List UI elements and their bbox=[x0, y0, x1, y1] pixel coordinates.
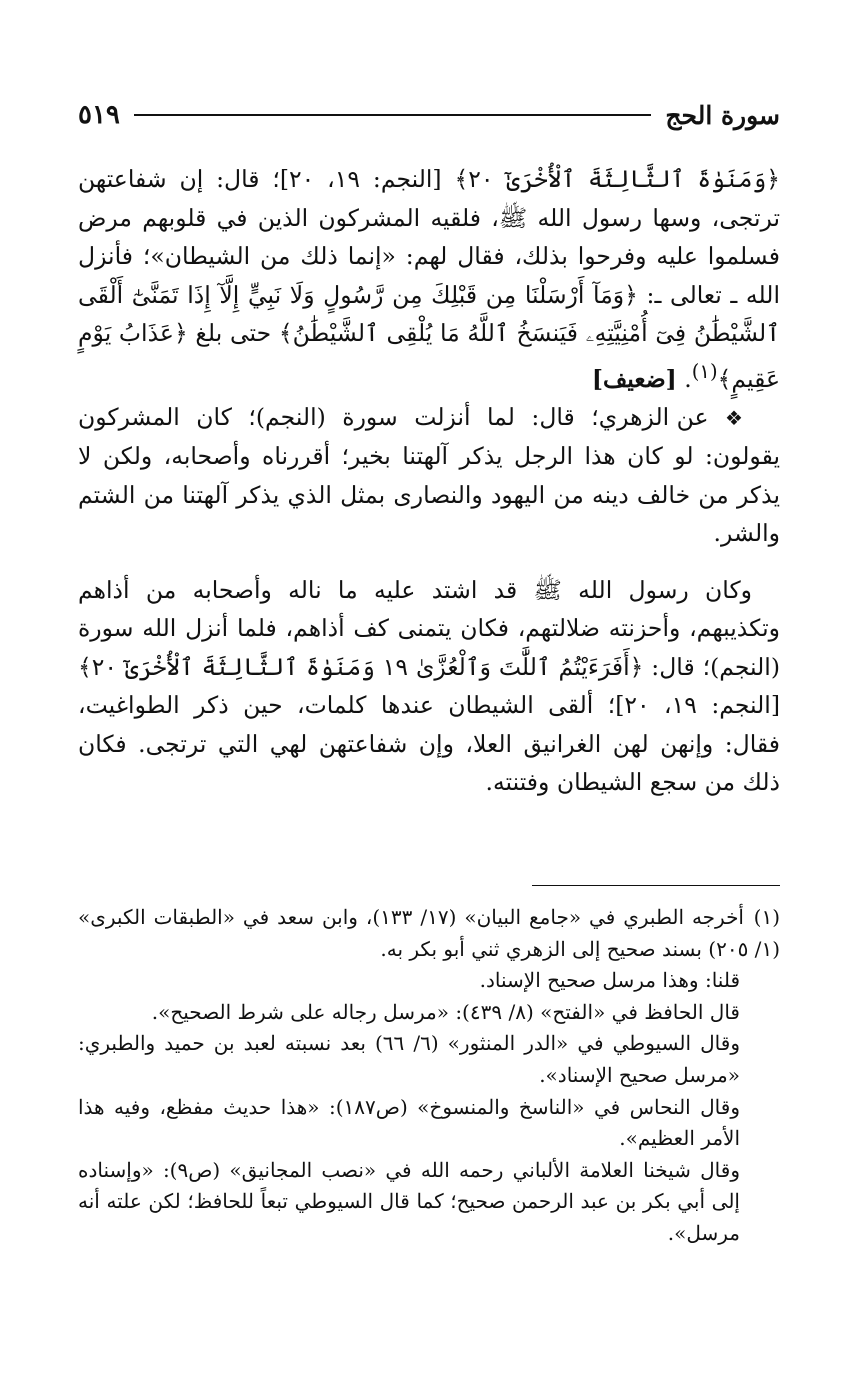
paragraph-1-text: ﴿وَمَنَوٰةَ ٱلثَّالِثَةَ ٱلْأُخْرَىٰٓ ٢٠﴾ [النجم: ١٩، ٢٠]؛ قال: إن شفاعتهن ترتجى، وسها رسول الله ﷺ، فلقيه المشركون الذين في قلوبهم مرض فسلموا عليه وفرحوا بذلك، فقال لهم: «إنما ذلك من الشيطان»؛ فأنزل الله ـ تعالى ـ: ﴿وَمَآ أَرْسَلْنَا مِن قَبْلِكَ مِن رَّسُولٍ وَلَا نَبِيٍّ إِلَّآ إِذَا تَمَنَّىٰٓ أَلْقَى ٱلشَّيْطَٰنُ فِىٓ أُمْنِيَّتِهِۦ فَيَنسَخُ ٱللَّهُ مَا يُلْقِى ٱلشَّيْطَٰنُ﴾ حتى بلغ ﴿عَذَابُ يَوْمٍ عَقِيمٍ﴾ bbox=[78, 165, 781, 393]
footnote-ref: (١) bbox=[691, 359, 718, 383]
footnote-line-4: وقال السيوطي في «الدر المنثور» (٦/ ٦٦) بعد نسبته لعبد بن حميد والطبري: «مرسل صحيح الإسناد». bbox=[78, 1031, 740, 1087]
page-header bbox=[78, 90, 780, 140]
footnote-line-3: قال الحافظ في «الفتح» (٨/ ٤٣٩): «مرسل رجاله على شرط الصحيح». bbox=[151, 999, 740, 1024]
paragraph-1-end: . bbox=[684, 364, 692, 393]
paragraph-3 bbox=[78, 571, 780, 802]
paragraph-1 bbox=[78, 160, 780, 398]
hadith-grade-badge: [ضعيف] bbox=[591, 364, 677, 393]
footnote-line-5: وقال النحاس في «الناسخ والمنسوخ» (ص١٨٧): «هذا حديث مفظع، وفيه هذا الأمر العظيم». bbox=[78, 1094, 740, 1151]
paragraph-2-text: عن الزهري؛ قال: لما أنزلت سورة (النجم)؛ كان المشركون يقولون: لو كان هذا الرجل يذكر آلهتنا بخير؛ أقررناه وأصحابه، ولكن لا يذكر من خالف دينه من اليهود والنصارى بمثل الذي يذكر آلهتنا من الشتم والشر. bbox=[78, 402, 780, 548]
main-text bbox=[78, 160, 780, 802]
diamond-marker-icon: ❖ bbox=[725, 405, 752, 430]
surah-title: سورة الحج bbox=[665, 100, 780, 130]
footnote-line-1 bbox=[78, 902, 780, 965]
footnote-line-2: قلنا: وهذا مرسل صحيح الإسناد. bbox=[479, 968, 740, 993]
header-divider bbox=[134, 114, 652, 116]
paragraph-2 bbox=[78, 398, 780, 553]
footnote-number: (١) bbox=[753, 905, 780, 929]
page-number: ٥١٩ bbox=[78, 100, 120, 130]
footnote-divider bbox=[532, 885, 780, 886]
footnotes bbox=[78, 902, 780, 1250]
footnote-line-6: وقال شيخنا العلامة الألباني رحمه الله في «نصب المجانيق» (ص٩): «وإسناده إلى أبي بكر بن عبد الرحمن صحيح؛ كما قال السيوطي تبعاً للحافظ؛ لكن علته أنه مرسل». bbox=[78, 1157, 740, 1245]
footnote-text-1: أخرجه الطبري في «جامع البيان» (١٧/ ١٣٣)، وابن سعد في «الطبقات الكبرى» (١/ ٢٠٥) بسند صحيح إلى الزهري ثني أبو بكر به. bbox=[78, 905, 780, 961]
paragraph-3-text: وكان رسول الله ﷺ قد اشتد عليه ما ناله وأصحابه من أذاهم وتكذيبهم، وأحزنته ضلالتهم، فكان يتمنى كف أذاهم، فلما أنزل الله سورة (النجم)؛ قال: ﴿أَفَرَءَيْتُمُ ٱللَّٰتَ وَٱلْعُزَّىٰ ١٩ وَمَنَوٰةَ ٱلثَّالِثَةَ ٱلْأُخْرَىٰٓ ٢٠﴾ [النجم: ١٩، ٢٠]؛ ألقى الشيطان عندها كلمات، حين ذكر الطواغيت، فقال: وإنهن لهن الغرانيق العلا، وإن شفاعتهن لهي التي ترتجى. فكان ذلك من سجع الشيطان وفتنته. bbox=[78, 575, 780, 797]
